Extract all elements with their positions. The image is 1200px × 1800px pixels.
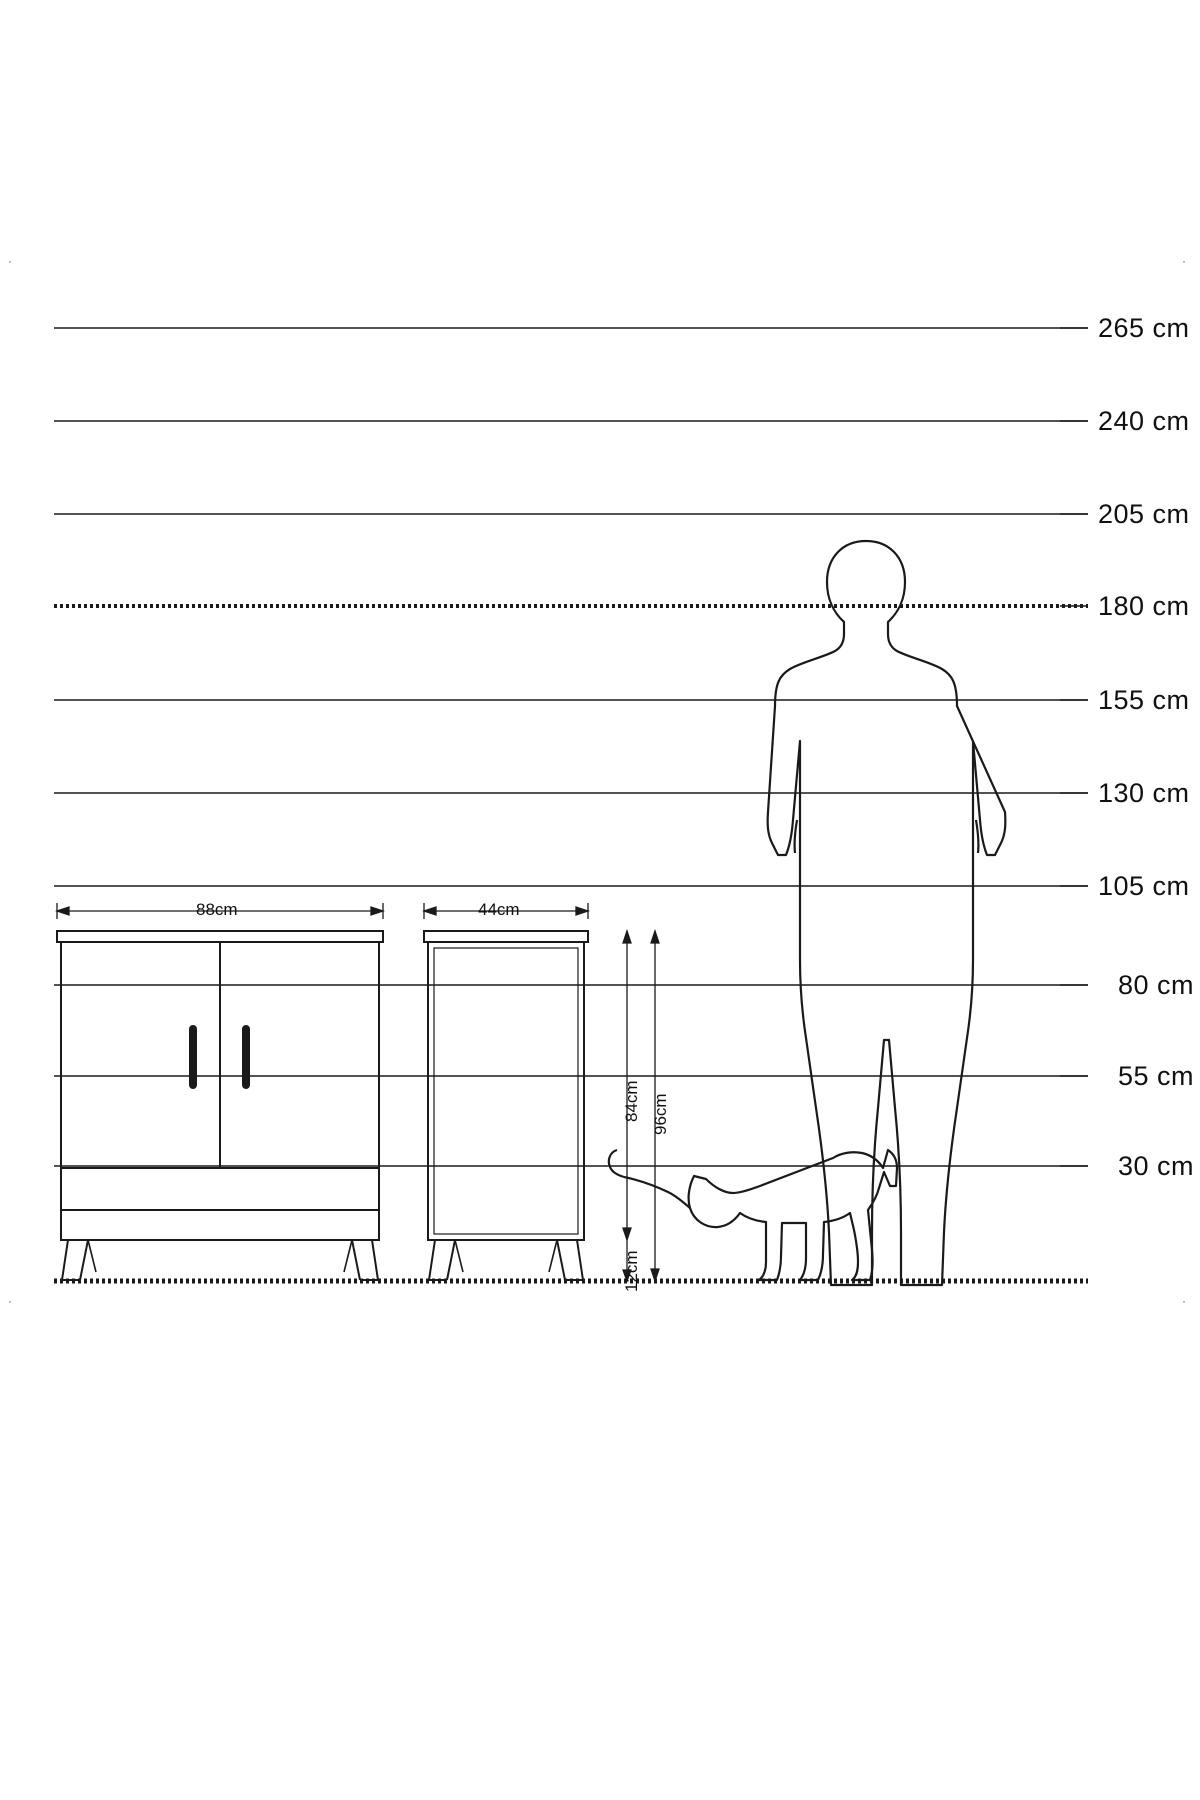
scale-label-80: 80 cm <box>1118 970 1195 1000</box>
dimension-label-96cm: 96cm <box>651 1093 670 1135</box>
wide-cabinet-handle-left <box>190 1026 196 1088</box>
narrow-cabinet-body <box>428 942 584 1240</box>
narrow-cabinet-leg-left-inner <box>455 1240 463 1272</box>
wide-cabinet-leg-right-inner <box>344 1240 352 1272</box>
wide-cabinet-handle-right <box>243 1026 249 1088</box>
scale-label-180: 180 cm <box>1098 591 1190 621</box>
scale-label-130: 130 cm <box>1098 778 1190 808</box>
wide-cabinet-leg-left <box>62 1240 88 1280</box>
scale-label-55: 55 cm <box>1118 1061 1195 1091</box>
corner-mark-top-right: · <box>1182 254 1186 268</box>
dim-88-arrow-right <box>371 907 383 915</box>
scale-label-30: 30 cm <box>1118 1151 1195 1181</box>
scale-label-265: 265 cm <box>1098 313 1190 343</box>
wide-cabinet-drawer <box>61 1168 379 1210</box>
narrow-cabinet-leg-left <box>429 1240 455 1280</box>
dim-96-arrow-bottom <box>651 1269 659 1281</box>
corner-mark-top-left: · <box>8 254 12 268</box>
narrow-cabinet-leg-right-inner <box>549 1240 557 1272</box>
dim-96-arrow-top <box>651 931 659 943</box>
dim-44-arrow-right <box>576 907 588 915</box>
dim-84-arrow-bottom <box>623 1228 631 1240</box>
wide-cabinet-plinth <box>61 1210 379 1240</box>
narrow-cabinet-leg-right <box>557 1240 583 1280</box>
dim-84-arrow-top <box>623 931 631 943</box>
human-silhouette <box>768 541 1006 1285</box>
dim-88-arrow-left <box>57 907 69 915</box>
dimension-label-84cm: 84cm <box>622 1080 641 1122</box>
scale-label-155: 155 cm <box>1098 685 1190 715</box>
scale-lines <box>54 328 1088 1281</box>
dimension-label-12cm: 12cm <box>622 1250 641 1292</box>
narrow-cabinet <box>424 931 588 1280</box>
scale-label-105: 105 cm <box>1098 871 1190 901</box>
wide-cabinet-top <box>57 931 383 942</box>
scale-label-ticks <box>1060 328 1088 1166</box>
corner-mark-bottom-right: · <box>1182 1294 1186 1308</box>
scale-label-205: 205 cm <box>1098 499 1190 529</box>
dimension-label-44cm: 44cm <box>478 900 520 919</box>
narrow-cabinet-top <box>424 931 588 942</box>
wide-cabinet <box>57 931 383 1280</box>
wide-cabinet-leg-right <box>352 1240 378 1280</box>
corner-mark-bottom-left: · <box>8 1294 12 1308</box>
scale-label-240: 240 cm <box>1098 406 1190 436</box>
dim-44-arrow-left <box>424 907 436 915</box>
cat-silhouette <box>609 1150 897 1280</box>
dimension-label-88cm: 88cm <box>196 900 238 919</box>
wide-cabinet-leg-left-inner <box>88 1240 96 1272</box>
narrow-cabinet-inner <box>434 948 578 1234</box>
